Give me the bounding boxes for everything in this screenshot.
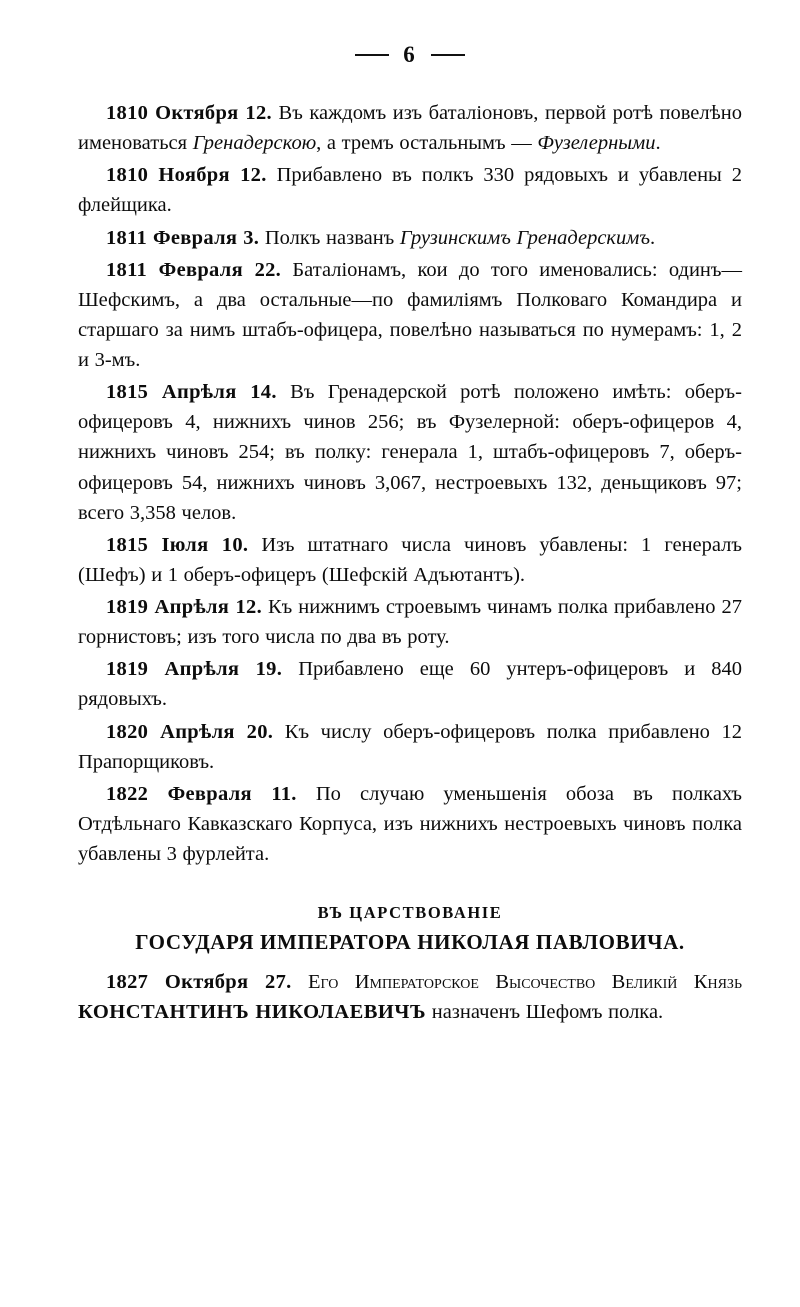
header-dash-left bbox=[355, 54, 389, 56]
entry-text-before: Полкъ названъ bbox=[259, 226, 400, 249]
entry-paragraph bbox=[78, 160, 742, 220]
section-heading-line-2: ГОСУДАРЯ ИМПЕРАТОРА НИКОЛАЯ ПАВЛОВИЧА. bbox=[135, 930, 685, 955]
header-dash-right bbox=[431, 54, 465, 56]
entry-text-middle: , а тремъ остальнымъ — bbox=[316, 132, 538, 155]
entry-date: 1815 Іюля 10. bbox=[106, 533, 249, 556]
section-heading-line-1: ВЪ ЦАРСТВОВАНІЕ bbox=[317, 903, 503, 923]
entry-text-before: Въ каждомъ изъ баталіоновъ, первой ротѣ повелѣно именоваться bbox=[78, 102, 742, 155]
entry-paragraph bbox=[78, 654, 742, 714]
entry-text-before: Прибавлено еще 60 унтеръ-офицеровъ и 840 рядовыхъ. bbox=[78, 658, 742, 711]
entry-paragraph bbox=[78, 592, 742, 652]
entry-paragraph bbox=[78, 717, 742, 777]
entry-date: 1827 Октября 27. bbox=[106, 971, 292, 994]
entry-date: 1820 Апрѣля 20. bbox=[106, 720, 274, 743]
entry-paragraph bbox=[78, 779, 742, 869]
entry-text-before: Прибавлено въ полкъ 330 рядовыхъ и убавлены 2 флейщика. bbox=[78, 164, 742, 217]
entry-paragraph bbox=[78, 377, 742, 528]
entry-text-before: По случаю уменьшенія обоза въ полкахъ Отдѣльнаго Кавказскаго Корпуса, изъ нижнихъ нестроевыхъ чиновъ полка убавлены 3 фурлейта. bbox=[78, 782, 742, 865]
entry-paragraph-final bbox=[78, 967, 742, 1027]
entry-date: 1811 Февраля 22. bbox=[106, 258, 282, 281]
entry-text-before: Въ Гренадерской ротѣ положено имѣть: оберъ-офицеровъ 4, нижнихъ чинов 256; въ Фузелерной: оберъ-офицеров 4, нижнихъ чиновъ 254; въ полку: генерала 1, штабъ-офицеровъ 7, оберъ-офицеровъ 54, нижнихъ чиновъ 3,067, нестроевыхъ 132, деньщиковъ 97; всего 3,358 челов. bbox=[78, 381, 742, 524]
entry-date: 1811 Февраля 3. bbox=[106, 226, 260, 249]
entry-date: 1810 Ноября 12. bbox=[106, 164, 267, 187]
entry-date: 1815 Апрѣля 14. bbox=[106, 381, 277, 404]
entry-paragraph bbox=[78, 530, 742, 590]
entry-proper-name: КОНСТАНТИНЪ НИКОЛАЕВИЧЪ bbox=[78, 1001, 427, 1024]
entry-text-after: . bbox=[650, 226, 656, 249]
entry-paragraph bbox=[78, 255, 742, 376]
entry-italic-term: Гренадерскою bbox=[192, 132, 317, 155]
entry-text-after: назначенъ Шефомъ полка. bbox=[426, 1001, 664, 1024]
entry-text-before: Къ нижнимъ строевымъ чинамъ полка прибавлено 27 горнистовъ; изъ того числа по два въ роту. bbox=[78, 596, 743, 649]
entry-date: 1822 Февраля 11. bbox=[106, 782, 297, 805]
entry-text-after: . bbox=[655, 132, 661, 155]
page-header bbox=[78, 42, 742, 68]
entry-italic-term-2: Фузелерными bbox=[537, 132, 656, 155]
entry-paragraph bbox=[78, 98, 742, 158]
page-number: 6 bbox=[403, 42, 417, 67]
entry-text-before: Баталіонамъ, кои до того именовались: одинъ—Шефскимъ, а два остальные—по фамиліямъ Полковаго Командира и старшаго за нимъ штабъ-офицера, повелѣно называться по нумерамъ: 1, 2 и 3-мъ. bbox=[78, 258, 742, 371]
section-heading bbox=[78, 903, 742, 955]
entry-text-titles: Его Императорское Высочество Великій Князь bbox=[291, 971, 742, 994]
entry-text-before: Къ числу оберъ-офицеровъ полка прибавлено 12 Прапорщиковъ. bbox=[78, 720, 742, 773]
entry-paragraph bbox=[78, 223, 742, 253]
entry-italic-term: Грузинскимъ Гренадерскимъ bbox=[399, 226, 650, 249]
entry-text-before: Изъ штатнаго числа чиновъ убавлены: 1 генералъ (Шефъ) и 1 оберъ-офицеръ (Шефскій Адъютантъ). bbox=[78, 533, 742, 586]
entry-date: 1819 Апрѣля 19. bbox=[106, 658, 283, 681]
entry-date: 1810 Октября 12. bbox=[106, 102, 272, 124]
entry-date: 1819 Апрѣля 12. bbox=[106, 596, 263, 618]
